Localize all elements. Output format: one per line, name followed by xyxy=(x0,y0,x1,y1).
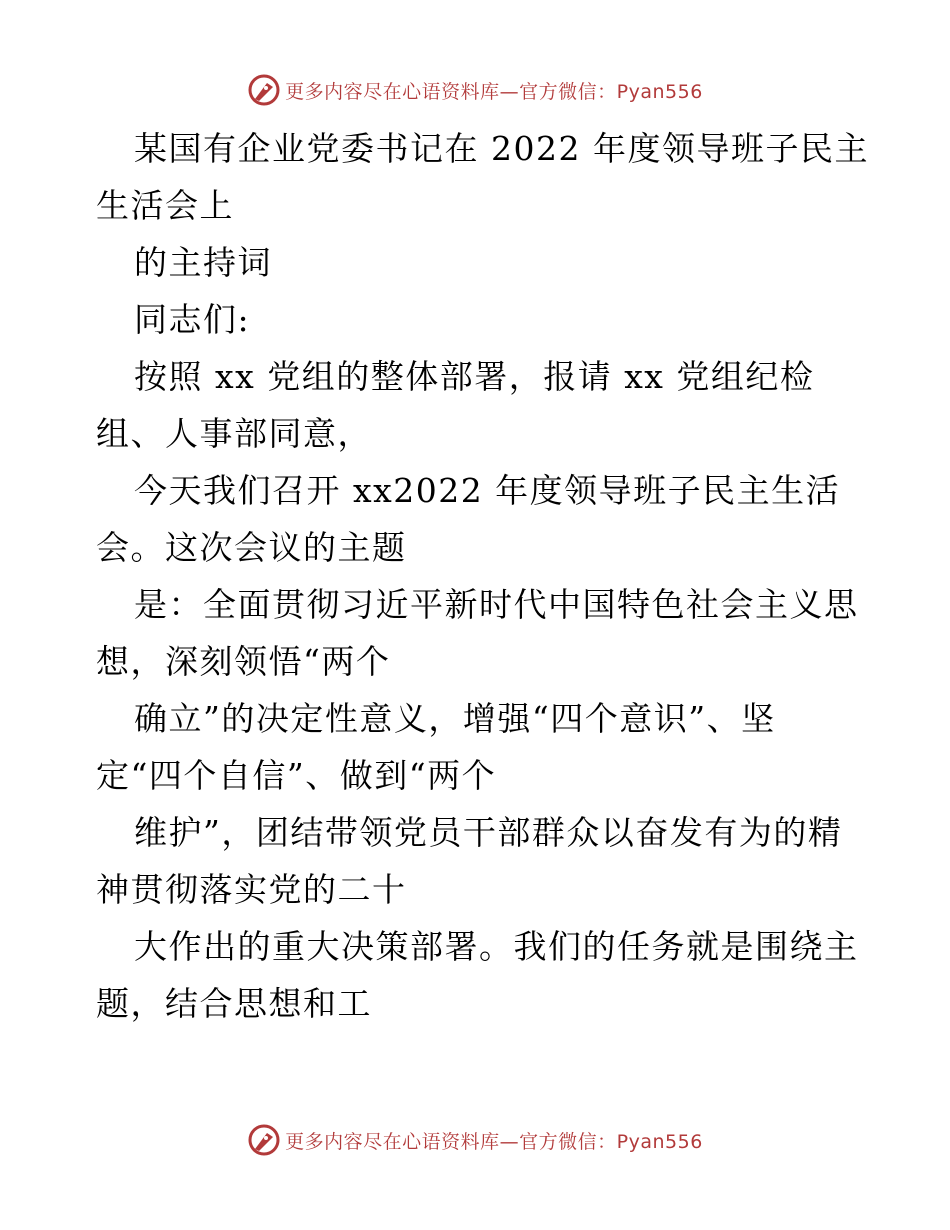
text-line: 同志们: xyxy=(134,300,251,339)
text-line: 题，结合思想和工 xyxy=(96,984,372,1023)
text-line: 定“四个自信”、做到“两个 xyxy=(96,756,497,795)
text-line: 今天我们召开 xx2022 年度领导班子民主生活 xyxy=(134,471,841,510)
text-line: 会。这次会议的主题 xyxy=(96,528,407,567)
text-line: 生活会上 xyxy=(96,186,234,225)
watermark-text: 更多内容尽在心语资料库—官方微信：Pyan556 xyxy=(285,1130,703,1153)
text-line: 大作出的重大决策部署。我们的任务就是围绕主 xyxy=(134,927,859,966)
text-line: 组、人事部同意， xyxy=(96,414,372,453)
text-line: 想，深刻领悟“两个 xyxy=(96,642,391,681)
text-line: 按照 xx 党组的整体部署，报请 xx 党组纪检 xyxy=(134,357,815,396)
document-body xyxy=(96,120,869,1032)
text-line: 的主持词 xyxy=(134,243,272,282)
header-watermark xyxy=(0,70,950,110)
text-line: 维护”，团结带领党员干部群众以奋发有为的精 xyxy=(134,813,843,852)
text-line: 是：全面贯彻习近平新时代中国特色社会主义思 xyxy=(134,585,859,624)
text-line: 神贯彻落实党的二十 xyxy=(96,870,407,909)
pen-nib-circle-icon xyxy=(247,1123,281,1157)
text-line: 某国有企业党委书记在 2022 年度领导班子民主 xyxy=(134,129,869,168)
text-line: 确立”的决定性意义，增强“四个意识”、坚 xyxy=(134,699,776,738)
watermark-text: 更多内容尽在心语资料库—官方微信：Pyan556 xyxy=(285,80,703,103)
footer-watermark xyxy=(0,1120,950,1160)
pen-nib-circle-icon xyxy=(247,73,281,107)
